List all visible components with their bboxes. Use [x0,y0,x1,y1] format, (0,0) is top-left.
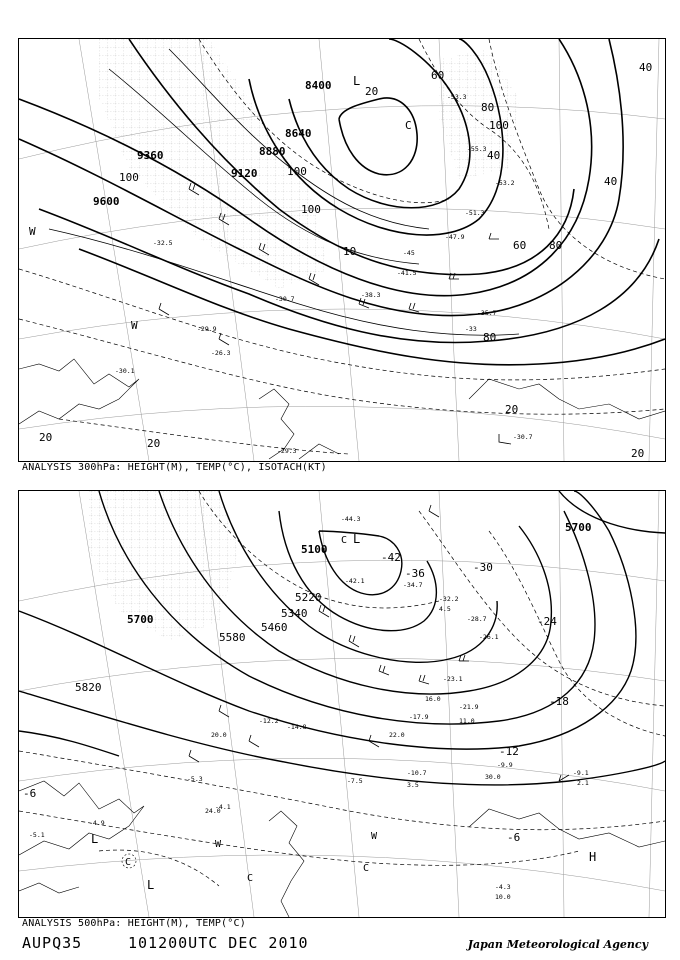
isotach-label: 100 [489,119,509,132]
station-label: 30.0 [485,773,501,781]
jet-hatch-area [439,49,519,179]
temp-label: -38.3 [361,291,381,299]
station-label: 20.0 [211,731,227,739]
isotach-label: 100 [119,171,139,184]
isotach-label: 100 [287,165,307,178]
isotach-label: 80 [549,239,563,252]
height-label: 9360 [137,149,164,162]
chart-500hpa-caption: ANALYSIS 500hPa: HEIGHT(M), TEMP(°C) [22,918,246,929]
temp-label: -30.7 [275,295,295,303]
isotach-label: 80 [483,331,497,344]
isotach-label: 10 [343,245,357,258]
height-label: 5700 [565,521,592,534]
station-label: -17.9 [409,713,429,721]
isotach-label: 60 [431,69,445,82]
isotach-label: 20 [631,447,645,460]
isotach-label: 20 [147,437,161,450]
isotach-label: 20 [39,431,53,444]
station-label: -4.3 [495,883,511,891]
station-label: -7.5 [347,777,363,785]
station-label: -9.9 [497,761,513,769]
temp-label: -45 [403,249,415,257]
valid-time: 101200UTC DEC 2010 [128,934,309,952]
isotherm-label: -42 [381,551,401,564]
warm-symbol: W [29,225,36,238]
station-label: -21.9 [459,703,479,711]
temp-label: -51.3 [465,209,485,217]
temp-label: -26.3 [211,349,231,357]
station-label: -44.3 [341,515,361,523]
moist-hatch-area [89,491,239,641]
low-symbol: L [147,878,155,892]
isotherm-label: -30 [473,561,493,574]
station-label: -26.1 [479,633,499,641]
station-label: 22.0 [389,731,405,739]
station-label: -32.2 [439,595,459,603]
temp-label: -30.1 [115,367,135,375]
isotherm-label: -24 [537,615,557,628]
station-label: -23.1 [443,675,463,683]
isotherm-label: -6 [23,787,37,800]
height-label: 5460 [261,621,288,634]
isotach-label: 20 [365,85,379,98]
station-label: -9.1 [573,769,589,777]
height-label: 5340 [281,607,308,620]
jet-hatch-area [99,39,329,289]
isotach-label: 80 [481,101,495,114]
cold-symbol: C [125,857,132,868]
station-label: -12.2 [259,717,279,725]
bulletin-id: AUPQ35 [22,934,83,952]
station-label: -28.7 [467,615,487,623]
agency-name: Japan Meteorological Agency [467,938,648,951]
station-label: -5.1 [29,831,45,839]
temp-label: -47.9 [445,233,465,241]
temp-label: -30.7 [513,433,533,441]
temp-label: -53.2 [495,179,515,187]
height-label: 5820 [75,681,102,694]
low-symbol: L [91,832,99,846]
station-label: -14.8 [287,723,307,731]
cold-symbol: C [405,119,412,132]
height-label: 5700 [127,613,154,626]
height-label: 8640 [285,127,312,140]
height-label: 8880 [259,145,286,158]
height-label: 9600 [93,195,120,208]
station-label: 4.5 [439,605,451,613]
coastline [19,781,665,917]
station-label: -34.7 [403,581,423,589]
station-label: -4.1 [215,803,231,811]
warm-symbol: W [371,831,378,842]
temp-label: -41.5 [397,269,417,277]
warm-symbol: W [215,839,222,850]
cold-symbol: C [247,873,254,884]
chart-500hpa [18,490,666,918]
temp-label: -33 [465,325,477,333]
station-label: -5.3 [187,775,203,783]
station-label: 16.0 [425,695,441,703]
temp-label: -29.9 [197,325,217,333]
isotherm-label: -6 [507,831,521,844]
height-label: 5100 [301,543,328,556]
station-label: -42.1 [345,577,365,585]
low-symbol: L [353,74,361,88]
temp-label: -32.5 [153,239,173,247]
isotach-label: 100 [301,203,321,216]
height-label: 8400 [305,79,332,92]
chart-500hpa-svg [19,491,665,917]
chart-300hpa [18,38,666,462]
station-label: -4.9 [89,819,105,827]
wind-barbs [189,505,569,781]
low-symbol: L [353,532,361,546]
temp-label: -29.3 [277,447,297,455]
isotach-label: 40 [604,175,618,188]
warm-symbol: W [131,319,138,332]
height-label: 5220 [295,591,322,604]
chart-300hpa-svg [19,39,665,461]
isotach-label: 40 [487,149,501,162]
cold-symbol: C [363,863,370,874]
station-label: -10.7 [407,769,427,777]
chart-300hpa-caption: ANALYSIS 300hPa: HEIGHT(M), TEMP(°C), ISOTACH(KT) [22,462,327,473]
station-label: 11.0 [459,717,475,725]
height-label: 5580 [219,631,246,644]
cold-symbol: C [341,535,348,546]
isotach-label: 60 [513,239,527,252]
isotherm-label: -36 [405,567,425,580]
temp-label: -53.3 [447,93,467,101]
isotach-label: 40 [639,61,653,74]
height-label: 9120 [231,167,258,180]
station-label: 24.0 [205,807,221,815]
station-label: 10.0 [495,893,511,901]
station-label: 2.1 [577,779,589,787]
isotach-label: 20 [505,403,519,416]
isotherm-label: -12 [499,745,519,758]
isotherm-label: -18 [549,695,569,708]
temp-label: -35.7 [477,309,497,317]
station-label: 3.5 [407,781,419,789]
temp-label: -55.3 [467,145,487,153]
high-symbol: H [589,850,597,864]
